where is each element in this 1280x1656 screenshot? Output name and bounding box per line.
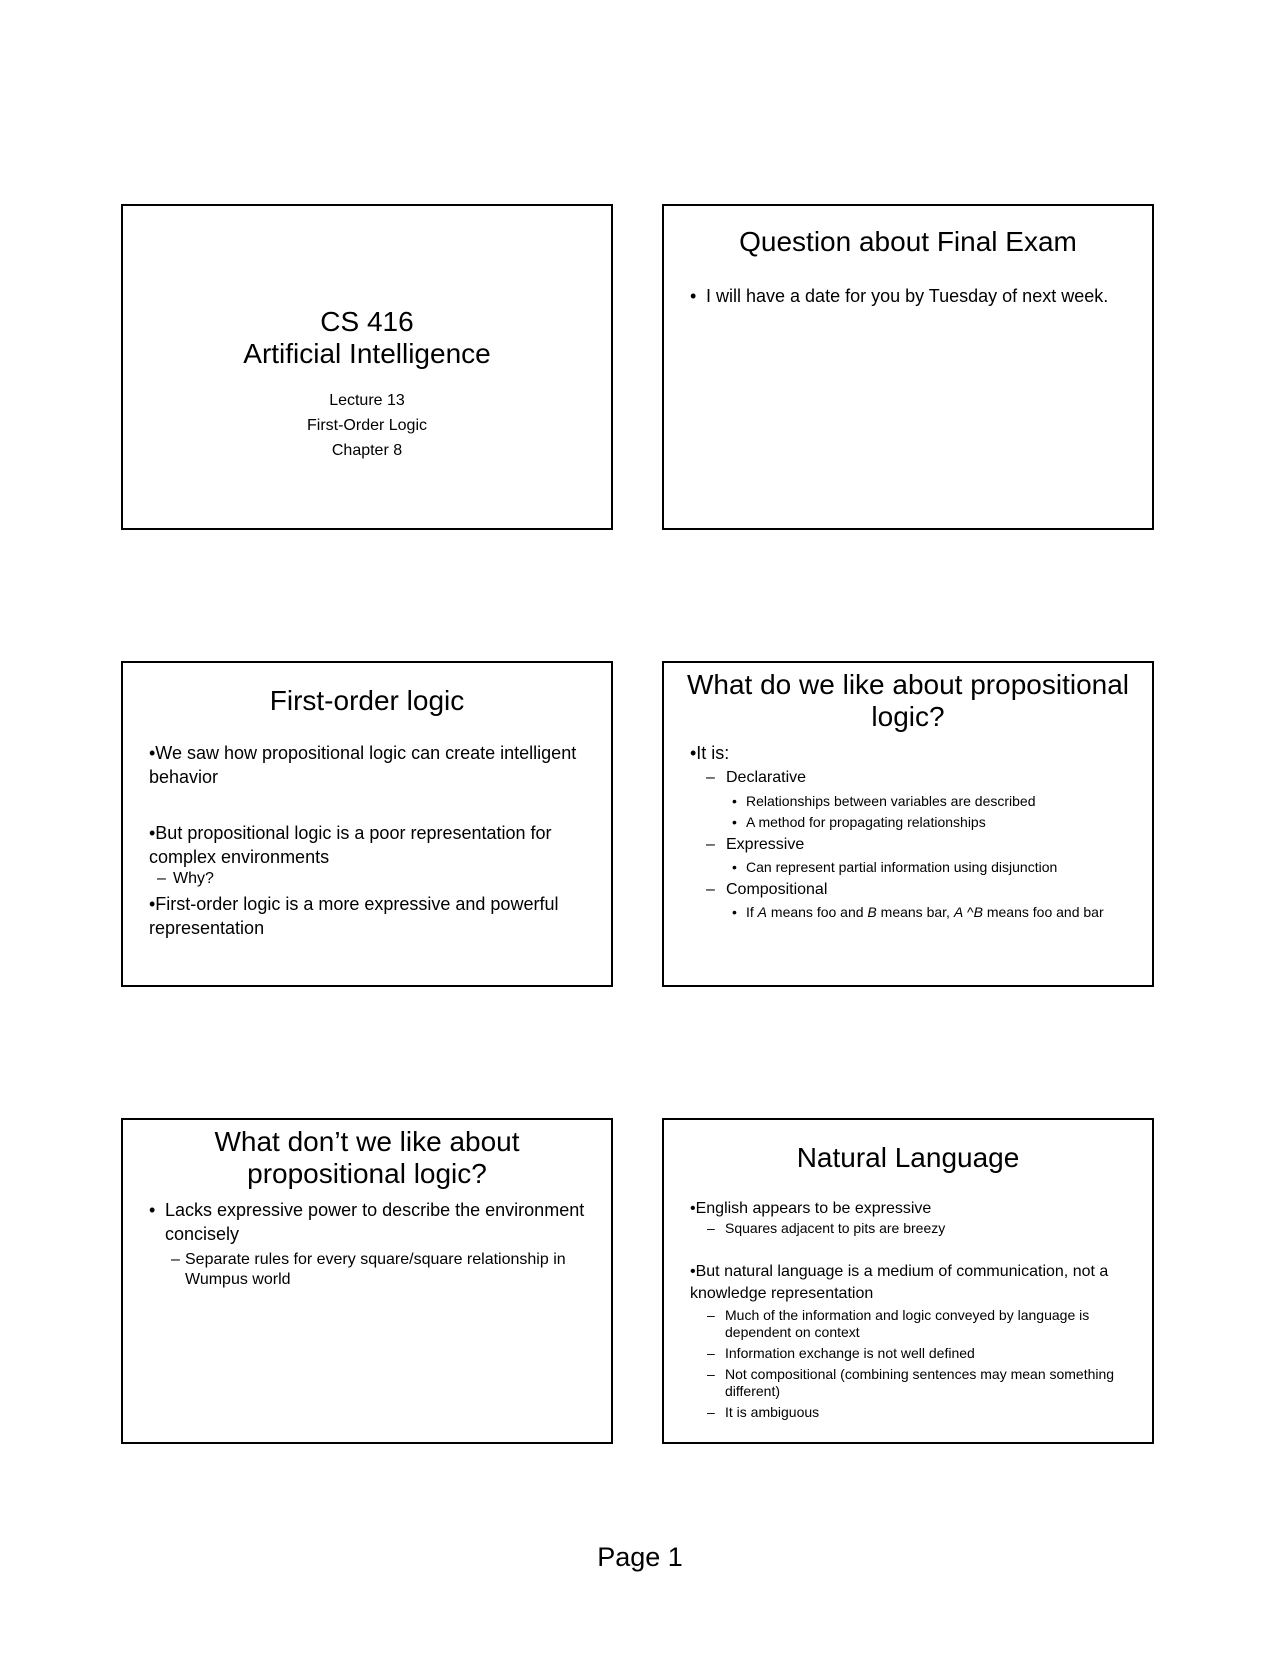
formula-var: A xyxy=(757,904,768,920)
dash-marker: – xyxy=(171,1251,180,1268)
slide-title: Question about Final Exam xyxy=(739,226,1077,257)
formula-var: B xyxy=(973,904,983,920)
bullet-marker: • xyxy=(732,793,737,809)
sub-item-text: Not compositional (combining sentences may mean something different) xyxy=(725,1366,1115,1399)
bullet-item xyxy=(690,284,1134,308)
sub-item xyxy=(690,765,1134,791)
formula-var: B xyxy=(867,904,877,920)
sub-item xyxy=(690,1220,1132,1237)
dash-marker: – xyxy=(157,870,166,887)
slide-6 xyxy=(662,1118,1154,1444)
slide-5 xyxy=(121,1118,613,1444)
subtitle-line: First-Order Logic xyxy=(306,417,428,434)
sub-item-text: Much of the information and logic conveyed by language is dependent on context xyxy=(725,1307,1090,1340)
detail-text: Can represent partial information using disjunction xyxy=(746,859,1058,875)
sub-item-text: Information exchange is not well defined xyxy=(725,1345,975,1361)
slide-1 xyxy=(121,204,613,530)
bullet-item xyxy=(149,1198,593,1246)
sub-item-text: Declarative xyxy=(726,769,807,786)
formula-text: means foo and bar xyxy=(982,904,1104,920)
formula-text: ^ xyxy=(963,904,974,920)
list-item: •First-order logic is a more expressive and powerful representation xyxy=(149,894,559,938)
bullet-marker: • xyxy=(149,1200,156,1220)
subtitle-line: Chapter 8 xyxy=(331,442,403,459)
slide-body xyxy=(690,741,1134,923)
bullet-marker: • xyxy=(732,814,737,830)
detail-item xyxy=(690,812,1134,833)
sub-item xyxy=(690,1307,1132,1341)
slide-title: Natural Language xyxy=(796,1142,1020,1173)
formula-var: A xyxy=(953,904,964,920)
dash-marker: – xyxy=(707,1404,715,1420)
sub-item-text: Why? xyxy=(173,870,214,887)
sub-item xyxy=(149,1250,593,1290)
bullet-marker: • xyxy=(732,904,737,920)
subtitle-line: Lecture 13 xyxy=(329,392,405,409)
page-number: Page 1 xyxy=(597,1542,683,1572)
sub-item-text: It is ambiguous xyxy=(725,1404,820,1420)
detail-item xyxy=(690,791,1134,812)
slide-title: What don’t we like about propositional logic? xyxy=(214,1126,520,1189)
sub-item-text: Separate rules for every square/square relationship in Wumpus world xyxy=(185,1251,566,1288)
sub-item xyxy=(690,1404,1132,1421)
slide-body xyxy=(690,1198,1132,1421)
sub-item-text: Expressive xyxy=(726,836,805,853)
sub-item xyxy=(690,878,1134,902)
slide-body xyxy=(149,741,593,940)
detail-item xyxy=(690,857,1134,878)
dash-marker: – xyxy=(706,769,715,786)
formula-text: means bar, xyxy=(876,904,954,920)
formula-item xyxy=(690,902,1134,923)
dash-marker: – xyxy=(706,881,715,898)
slide-title-line: Artificial Intelligence xyxy=(243,338,491,369)
sub-item xyxy=(690,1345,1132,1362)
sub-item-text: Compositional xyxy=(726,881,828,898)
bullet-text: Lacks expressive power to describe the environment concisely xyxy=(165,1200,585,1244)
sub-item xyxy=(690,1366,1132,1400)
sub-item xyxy=(149,869,593,889)
bullet-marker: • xyxy=(690,286,697,306)
slide-3 xyxy=(121,661,613,987)
slide-subtitle xyxy=(123,388,611,463)
list-item: •But natural language is a medium of communication, not a knowledge representation xyxy=(690,1263,1109,1302)
list-item: •We saw how propositional logic can create intelligent behavior xyxy=(149,743,577,787)
list-item: •English appears to be expressive xyxy=(690,1200,932,1217)
list-item: •But propositional logic is a poor representation for complex environments xyxy=(149,823,552,867)
slide-title: First-order logic xyxy=(269,685,465,716)
dash-marker: – xyxy=(707,1307,715,1323)
formula-text: If xyxy=(746,904,758,920)
intro-text: •It is: xyxy=(690,743,730,763)
slide-body xyxy=(690,284,1134,308)
sub-item xyxy=(690,833,1134,857)
sub-item-text: Squares adjacent to pits are breezy xyxy=(725,1220,946,1236)
detail-text: Relationships between variables are described xyxy=(746,793,1036,809)
slide-2 xyxy=(662,204,1154,530)
formula-text: means foo and xyxy=(767,904,868,920)
slide-title: What do we like about propositional logic? xyxy=(686,669,1130,732)
slide-body xyxy=(149,1198,593,1290)
dash-marker: – xyxy=(707,1366,715,1382)
bullet-text: I will have a date for you by Tuesday of next week. xyxy=(706,286,1109,306)
slide-4 xyxy=(662,661,1154,987)
dash-marker: – xyxy=(707,1345,715,1361)
detail-text: A method for propagating relationships xyxy=(746,814,986,830)
slide-title xyxy=(133,306,601,370)
dash-marker: – xyxy=(707,1220,715,1236)
dash-marker: – xyxy=(706,836,715,853)
bullet-marker: • xyxy=(732,859,737,875)
slide-title-line: CS 416 xyxy=(320,306,414,337)
